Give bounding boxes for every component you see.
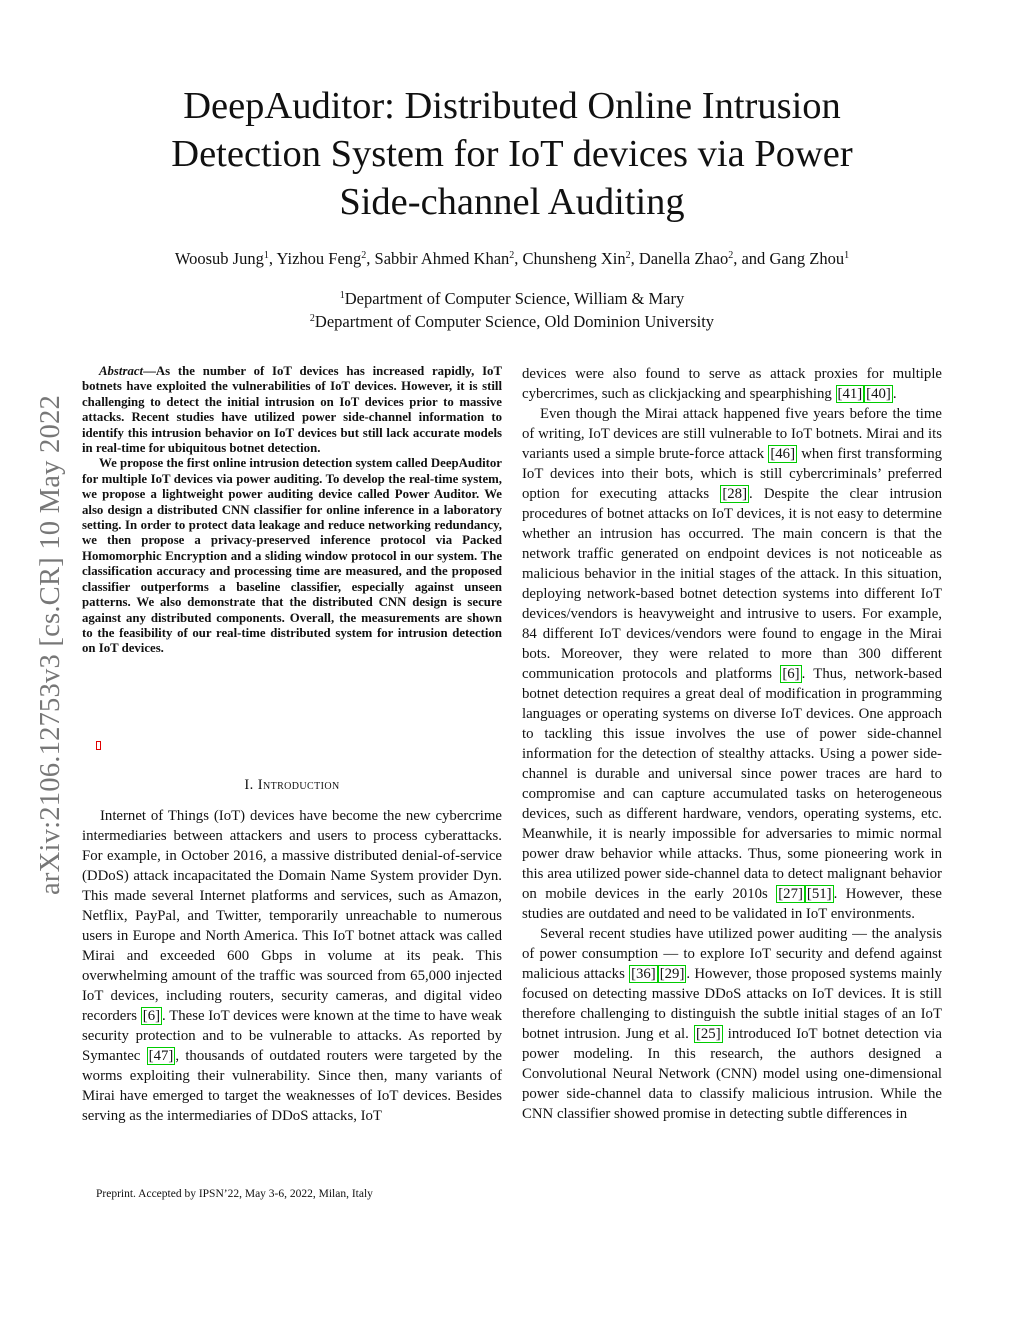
citation-link[interactable]: [6] (142, 1008, 161, 1024)
author-name: Sabbir Ahmed Khan (374, 249, 510, 268)
author-affiliation-mark: 2 (509, 250, 515, 261)
citation-link[interactable]: [51] (806, 886, 832, 902)
body-text: . These IoT devices were known at the time to have weak security protection and to be vulnerable to attacks. As reported by Symantec (82, 1008, 502, 1064)
author-separator: , and (733, 249, 770, 268)
author-affiliation-mark: 1 (263, 250, 269, 261)
body-paragraph (522, 364, 942, 404)
body-text: introduced IoT botnet detection via power modeling. In this research, the authors designed a Convolutional Neural Network (CNN) model using one-dimensional power side-channel data to classify malicious intrusion. While the CNN classifier showed promise in detecting subtle differences in (522, 1026, 942, 1122)
author-name: Chunsheng Xin (522, 249, 626, 268)
intro-column (82, 806, 502, 1126)
section-number: I. (244, 777, 254, 793)
citation-link[interactable]: [47] (148, 1048, 174, 1064)
citation-link[interactable]: [41] (837, 386, 863, 402)
title-line: Detection System for IoT devices via Power (171, 133, 853, 175)
affiliation-number: 1 (339, 290, 345, 301)
arxiv-stamp (34, 345, 67, 945)
author-affiliation-mark: 2 (625, 250, 631, 261)
abstract-paragraph (82, 364, 502, 456)
citation-link[interactable]: [25] (695, 1026, 721, 1042)
citation-link[interactable]: [27] (778, 886, 803, 902)
paper-title (100, 82, 924, 226)
arxiv-stamp-text: arXiv:2106.12753v3 [cs.CR] 10 May 2022 (35, 395, 66, 896)
citation-link[interactable]: [46] (770, 446, 796, 462)
citation-link[interactable]: [40] (866, 386, 891, 402)
affiliations (150, 287, 874, 333)
author-affiliation-mark: 1 (844, 250, 850, 261)
affiliation-number: 2 (309, 313, 315, 324)
abstract-paragraph: We propose the first online intrusion detection system called DeepAuditor for multiple IoT devices via power auditing. To develop the real-time system, we propose a lightweight power auditing device called Power Auditor. We also design a distributed CNN classifier for online inference in a laboratory setting. In order to protect data leakage and reduce networking redundancy, we then propose a privacy-preserved inference protocol via Packed Homomorphic Encryption and a sliding window protocol in our system. The classification accuracy and processing time are measured, and the proposed classifier outperforms a baseline classifier, especially against unseen patterns. We also demonstrate that the distributed CNN design is secure against any distributed components. Overall, the measurements are shown to the feasibility of our real-time distributed system for intrusion detection on IoT devices. (82, 456, 502, 656)
section-title: Introduction (257, 777, 340, 793)
body-paragraph (522, 404, 942, 924)
author-name: Woosub Jung (174, 249, 264, 268)
author-separator: , (514, 249, 523, 268)
body-text: . However, those proposed systems mainly focused on detecting massive DDoS attacks on IoT devices. It is still therefore challenging to distinguish the subtle initial stages of an IoT botnet intrusion. Jung et al. (522, 966, 942, 1042)
body-text: . However, these studies are outdated and need to be validated in IoT environments. (522, 886, 942, 922)
author-separator: , (268, 249, 277, 268)
body-text: when first transforming IoT devices into their bots, which is still cybercriminals’ preferred option for executing attacks (522, 446, 942, 502)
abstract-label: Abstract (99, 364, 144, 378)
body-text: . Despite the clear intrusion procedures of botnet attacks on IoT devices, it is not easy to determine whether an intrusion has occurred. The main concern is that the network traffic generated on endpoint devices is not noticeable as malicious behavior in the initial stages of the attack. In this situation, deploying network-based botnet detection systems into different IoT devices/vendors is heavyweight and intrusive to users. For example, 84 different IoT devices/vendors were found to engage in the Mirai bots. Moreover, they were related to more than 300 different communication protocols and platforms (522, 486, 942, 682)
author-affiliation-mark: 2 (728, 250, 734, 261)
abstract (82, 364, 502, 657)
affiliation-text: Department of Computer Science, William & Mary (344, 289, 685, 308)
body-text: Internet of Things (IoT) devices have become the new cybercrime intermediaries between attackers and users to process cyberattacks. For example, in October 2016, a massive distributed denial-of-service (DDoS) attack incapacitated the Domain Name System provider Dyn. This made several Internet platforms and services, such as Amazon, Netflix, PayPal, and Twitter, temporarily unreachable to numerous users in Europe and North America. This IoT botnet attack was called Mirai and exceeded 600 Gbps in volume at its peak. This overwhelming amount of the traffic was sourced from 65,000 injected IoT devices, including routers, security cameras, and digital video recorders (82, 808, 502, 1024)
citation-link[interactable]: [29] (659, 966, 685, 982)
author-name: Gang Zhou (769, 249, 845, 268)
author-name: Danella Zhao (638, 249, 729, 268)
body-text: Even though the Mirai attack happened five years before the time of writing, IoT devices are still vulnerable to IoT botnets. Mirai and its variants used a simple brute-force attack (522, 406, 942, 462)
right-column (522, 364, 942, 1124)
author-affiliation-mark: 2 (361, 250, 367, 261)
citation-link[interactable]: [6] (782, 666, 800, 682)
affiliation-text: Department of Computer Science, Old Dominion University (314, 312, 715, 331)
author-name: Yizhou Feng (276, 249, 362, 268)
abstract-text: —As the number of IoT devices has increased rapidly, IoT botnets have exploited the vulnerabilities of IoT devices. However, it is still challenging to detect the initial intrusion on IoT devices prior to massive attacks. Recent studies have utilized power side-channel information to identify this intrusion behavior on IoT devices but still lack accurate models in real-time for ubiquitous botnet detection. (82, 364, 502, 456)
citation-link[interactable]: [36] (631, 966, 656, 982)
body-text: . Thus, network-based botnet detection requires a great deal of modification in programming languages or operating systems on diverse IoT devices. One approach to tackling this issue involves the use of power side-channel information for the detection of stealthy attacks. Using a power side-channel is durable and universal since power traces are hard to compromise and can capture accumulated tasks on heterogeneous devices, such as different hardware, vendors, operating systems, etc. Meanwhile, it is nearly impossible for adversaries to mimic normal power draw behavior while attacks. Thus, some pioneering work in this area utilized power side-channel data to detect malignant behavior on mobile devices in the early 2010s (522, 666, 942, 902)
affiliation (150, 310, 874, 333)
body-text: . (892, 386, 897, 402)
annotation-marker (96, 741, 101, 750)
body-text: , thousands of outdated routers were targeted by the worms exploiting their vulnerability. Since then, many variants of Mirai have emerged to target the weaknesses of IoT devices. Besides serving as the intermediaries of DDoS attacks, IoT (82, 1048, 502, 1124)
body-paragraph (522, 924, 942, 1124)
section-heading (82, 777, 502, 794)
preprint-footnote: Preprint. Accepted by IPSN’22, May 3-6, 2022, Milan, Italy (96, 1188, 373, 1200)
author-separator: , (366, 249, 375, 268)
author-separator: , (630, 249, 639, 268)
body-paragraph (82, 806, 502, 1126)
body-text: Several recent studies have utilized power auditing — the analysis of power consumption — to explore IoT security and defend against malicious attacks (522, 926, 942, 982)
citation-link[interactable]: [28] (722, 486, 747, 502)
author-list (70, 249, 954, 269)
title-line: DeepAuditor: Distributed Online Intrusion (183, 85, 841, 127)
body-text: devices were also found to serve as attack proxies for multiple cybercrimes, such as clickjacking and spearphishing (522, 366, 942, 402)
title-line: Side-channel Auditing (339, 181, 685, 223)
affiliation (150, 287, 874, 310)
